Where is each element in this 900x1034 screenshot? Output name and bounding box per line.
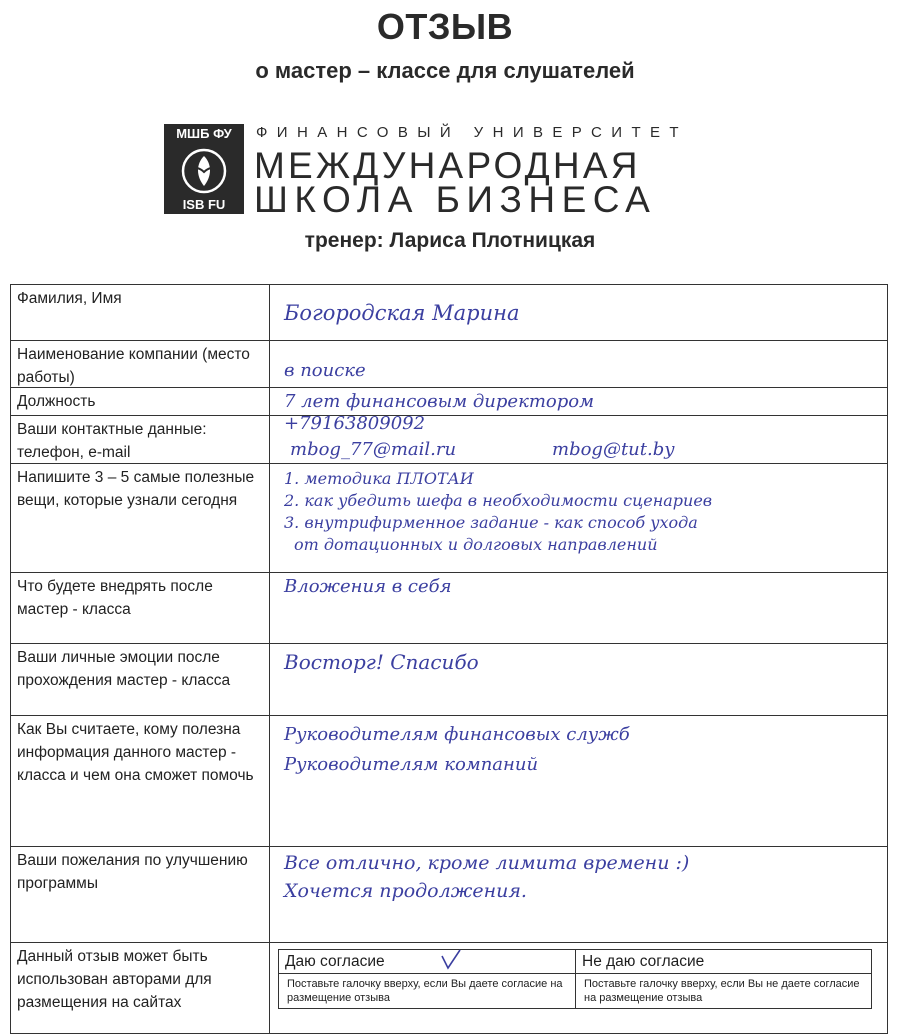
form-row-useful-things xyxy=(11,464,887,573)
form-row-contacts xyxy=(11,413,887,464)
handwritten-answer: Богородская Марина xyxy=(284,301,520,325)
answer-field[interactable] xyxy=(270,847,887,942)
logo-line-2: ШКОЛА БИЗНЕСА xyxy=(254,179,657,220)
answer-field[interactable] xyxy=(270,464,887,572)
handwritten-answer: от дотационных и долговых направлений xyxy=(294,535,658,554)
answer-field[interactable] xyxy=(270,285,887,340)
form-row-suggestions xyxy=(11,847,887,943)
logo-abbr-ru: МШБ ФУ xyxy=(176,126,232,141)
handwritten-answer: Хочется продолжения. xyxy=(284,880,527,902)
handwritten-answer: 3. внутрифирменное задание - как способ ухода xyxy=(284,513,698,532)
form-row-position xyxy=(11,388,887,416)
consent-area xyxy=(270,943,887,1033)
consent-disagree[interactable] xyxy=(575,950,871,1008)
page-title: ОТЗЫВ xyxy=(376,6,514,47)
answer-field[interactable] xyxy=(270,388,887,415)
consent-agree-note: Поставьте галочку вверху, если Вы даете согласие на размещение отзыва xyxy=(287,978,563,1004)
row-label: Как Вы считаете, кому полезна информация данного мастер - класса и чем она сможет помочь xyxy=(11,716,270,846)
form-row-company xyxy=(11,341,887,388)
handwritten-email-2: mbog@tut.by xyxy=(552,439,675,460)
logo-line-1: МЕЖДУНАРОДНАЯ xyxy=(254,145,641,186)
row-label: Что будете внедрять после мастер - класса xyxy=(11,573,270,643)
school-logo xyxy=(164,120,724,220)
answer-field[interactable] xyxy=(270,573,887,643)
row-label: Ваши пожелания по улучшению программы xyxy=(11,847,270,942)
consent-table xyxy=(278,949,872,1009)
handwritten-answer: Все отлично, кроме лимита времени :) xyxy=(284,852,690,874)
trainer-name: тренер: Лариса Плотницкая xyxy=(304,229,596,252)
form-row-consent xyxy=(11,943,887,1033)
logo-university: ФИНАНСОВЫЙ УНИВЕРСИТЕТ xyxy=(256,124,688,141)
handwritten-answer: Руководителям компаний xyxy=(284,754,539,775)
handwritten-answer: 7 лет финансовым директором xyxy=(284,391,595,412)
handwritten-answer: в поиске xyxy=(284,360,366,381)
consent-agree[interactable] xyxy=(279,950,575,1008)
consent-disagree-note: Поставьте галочку вверху, если Вы не даете согласие на размещение отзыва xyxy=(584,978,860,1004)
row-label: Наименование компании (место работы) xyxy=(11,341,270,387)
consent-agree-label: Даю согласие xyxy=(279,950,575,974)
row-label: Ваши личные эмоции после прохождения мастер - класса xyxy=(11,644,270,715)
answer-field[interactable] xyxy=(270,644,887,715)
handwritten-answer: Восторг! Спасибо xyxy=(284,650,479,674)
answer-field[interactable] xyxy=(270,413,887,463)
row-label: Ваши контактные данные: телефон, e-mail xyxy=(11,416,270,463)
answer-field[interactable] xyxy=(270,341,887,387)
handwritten-email-1: mbog_77@mail.ru xyxy=(290,439,457,460)
logo-abbr-en: ISB FU xyxy=(182,197,226,212)
row-label: Должность xyxy=(11,388,270,415)
consent-disagree-label: Не даю согласие xyxy=(576,950,871,974)
form-row-emotions xyxy=(11,644,887,716)
form-row-implement xyxy=(11,573,887,644)
form-row-usefulness xyxy=(11,716,887,847)
handwritten-answer: 1. методика ПЛОТАИ xyxy=(284,469,474,488)
feedback-form xyxy=(10,284,888,1034)
form-row-name xyxy=(11,285,887,341)
logo-emblem-icon xyxy=(178,146,230,196)
logo-emblem-box xyxy=(164,124,244,214)
handwritten-answer: 2. как убедить шефа в необходимости сценариев xyxy=(284,491,713,510)
handwritten-answer: Вложения в себя xyxy=(284,576,452,597)
row-label: Напишите 3 – 5 самые полезные вещи, которые узнали сегодня xyxy=(11,464,270,572)
row-label: Данный отзыв может быть использован авторами для размещения на сайтах xyxy=(11,943,270,1033)
handwritten-phone: +79163809092 xyxy=(284,413,426,434)
handwritten-answer: Руководителям финансовых служб xyxy=(284,724,630,745)
page-subtitle: о мастер – классе для слушателей xyxy=(255,58,635,83)
checkmark-icon xyxy=(439,948,463,972)
answer-field[interactable] xyxy=(270,716,887,846)
row-label: Фамилия, Имя xyxy=(11,285,270,340)
